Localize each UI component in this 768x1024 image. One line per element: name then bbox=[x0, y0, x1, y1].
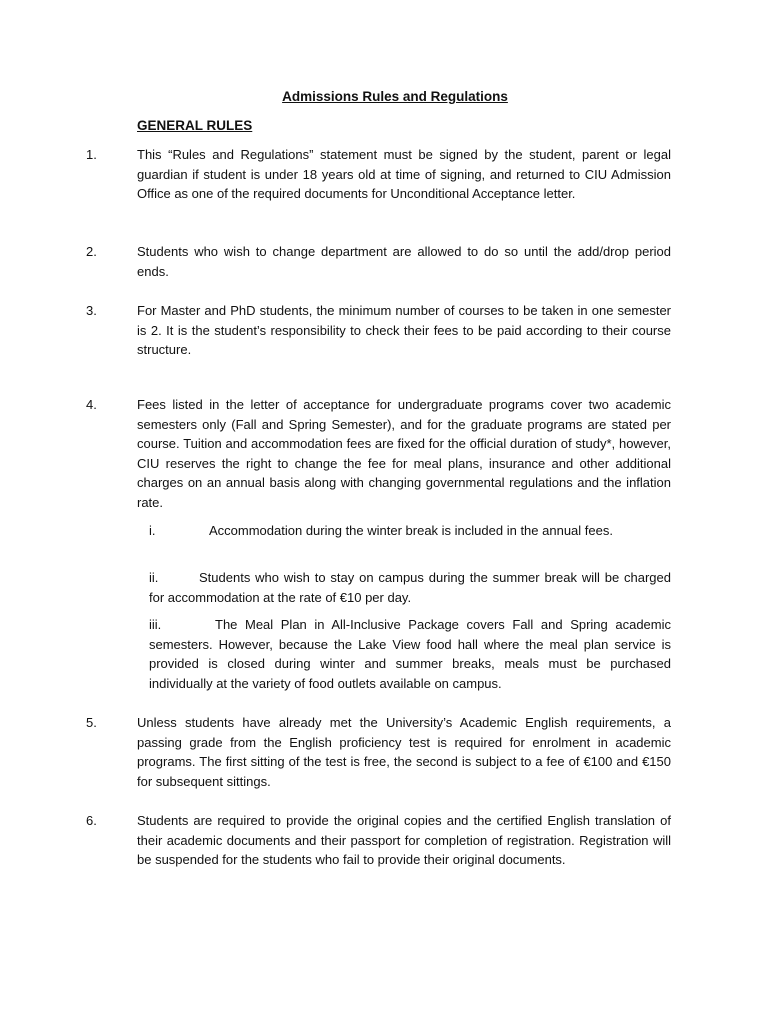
sub-item-text: The Meal Plan in All-Inclusive Package covers Fall and Spring academic semesters. However, because the Lake View food hall where the meal plan service is provided is closed during winter and summer breaks, meals must be purchased individually at the variety of food outlets available on campus. bbox=[149, 617, 671, 691]
rule-number: 2. bbox=[86, 244, 97, 259]
sub-item-i bbox=[149, 521, 671, 541]
rule-number: 1. bbox=[86, 147, 97, 162]
rule-text: Students are required to provide the original copies and the certified English translation of their academic documents and their passport for completion of registration. Registration will be suspended for the students who fail to provide their original documents. bbox=[137, 813, 671, 868]
rule-number: 6. bbox=[86, 813, 97, 828]
rule-text: This “Rules and Regulations” statement must be signed by the student, parent or legal guardian if student is under 18 years old at time of signing, and returned to CIU Admission Office as one of the required documents for Unconditional Acceptance letter. bbox=[137, 147, 671, 202]
sub-item-text: Students who wish to stay on campus during the summer break will be charged for accommodation at the rate of €10 per day. bbox=[149, 570, 671, 605]
sub-item-text: Accommodation during the winter break is included in the annual fees. bbox=[209, 523, 613, 538]
sub-item-number: ii. bbox=[149, 570, 159, 585]
rule-number: 4. bbox=[86, 397, 97, 412]
rule-text: Unless students have already met the University’s Academic English requirements, a passing grade from the English proficiency test is required for enrolment in academic programs. The first sitting of the test is free, the second is subject to a fee of €100 and €150 for subsequent sittings. bbox=[137, 715, 671, 789]
rule-text: Fees listed in the letter of acceptance for undergraduate programs cover two academic semesters only (Fall and Spring Semester), and for the graduate programs are stated per course. Tuition and accommodation fees are fixed for the official duration of study*, however, CIU reserves the right to change the fee for meal plans, insurance and other additional charges on an annual basis along with changing governmental regulations and the inflation rate. bbox=[137, 397, 671, 510]
document-title: Admissions Rules and Regulations bbox=[282, 89, 508, 104]
rule-number: 3. bbox=[86, 303, 97, 318]
sub-item-iii bbox=[149, 615, 671, 693]
sub-item-number: i. bbox=[149, 523, 156, 538]
sub-item-ii bbox=[149, 568, 671, 607]
section-heading: GENERAL RULES bbox=[137, 118, 253, 133]
rule-number: 5. bbox=[86, 715, 97, 730]
sub-item-number: iii. bbox=[149, 617, 162, 632]
rule-text: Students who wish to change department are allowed to do so until the add/drop period ends. bbox=[137, 244, 671, 279]
rule-text: For Master and PhD students, the minimum number of courses to be taken in one semester is 2. It is the student’s responsibility to check their fees to be paid according to their course structure. bbox=[137, 303, 671, 358]
